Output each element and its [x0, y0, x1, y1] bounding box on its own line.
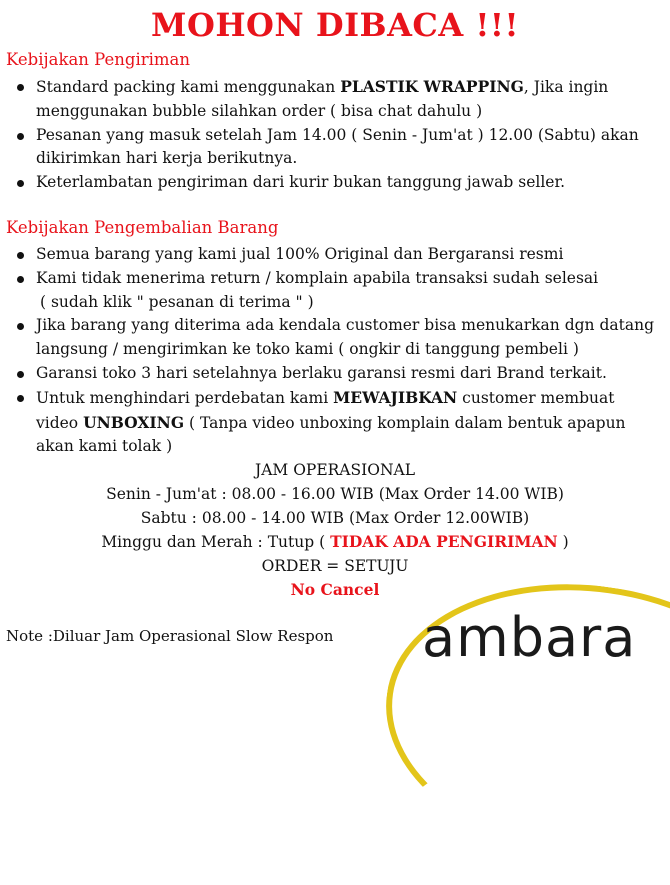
operating-hours — [0, 458, 670, 602]
page-title: MOHON DIBACA !!! — [151, 6, 519, 44]
note-text: Note :Diluar Jam Operasional Slow Respon — [6, 627, 334, 645]
return-policy-list — [0, 243, 660, 459]
hours-heading: JAM OPERASIONAL — [254, 461, 416, 479]
hours-weekday: Senin - Jum'at : 08.00 - 16.00 WIB (Max Order 14.00 WIB) — [106, 485, 564, 503]
brand-logo: ambara — [422, 606, 637, 669]
list-item: Keterlambatan pengiriman dari kurir bukan tanggung jawab seller. — [0, 171, 660, 195]
order-rule: ORDER = SETUJU — [261, 557, 409, 575]
shipping-policy-list — [0, 75, 660, 195]
hours-sunday: Minggu dan Merah : Tutup ( TIDAK ADA PENGIRIMAN ) — [101, 532, 569, 551]
list-item: Garansi toko 3 hari setelahnya berlaku garansi resmi dari Brand terkait. — [0, 362, 660, 386]
return-policy-heading: Kebijakan Pengembalian Barang — [6, 218, 279, 237]
no-cancel-label: No Cancel — [290, 580, 380, 599]
list-item: Standard packing kami menggunakan PLASTIK WRAPPING, Jika ingin menggunakan bubble silahkan order ( bisa chat dahulu ) — [0, 75, 660, 124]
list-item: Pesanan yang masuk setelah Jam 14.00 ( Senin - Jum'at ) 12.00 (Sabtu) akan dikirimkan hari kerja berikutnya. — [0, 124, 660, 172]
shipping-policy-heading: Kebijakan Pengiriman — [6, 50, 191, 69]
hours-saturday: Sabtu : 08.00 - 14.00 WIB (Max Order 12.00WIB) — [140, 509, 530, 527]
list-item: Kami tidak menerima return / komplain apabila transaksi sudah selesai ( sudah klik " pesanan di terima " ) — [0, 267, 660, 315]
list-item: Untuk menghindari perdebatan kami MEWAJIBKAN customer membuat video UNBOXING ( Tanpa video unboxing komplain dalam bentuk apapun akan kami tolak ) — [0, 386, 660, 459]
list-item: Semua barang yang kami jual 100% Original dan Bergaransi resmi — [0, 243, 660, 267]
list-item: Jika barang yang diterima ada kendala customer bisa menukarkan dgn datang langsung / mengirimkan ke toko kami ( ongkir di tanggung pembeli ) — [0, 314, 660, 362]
